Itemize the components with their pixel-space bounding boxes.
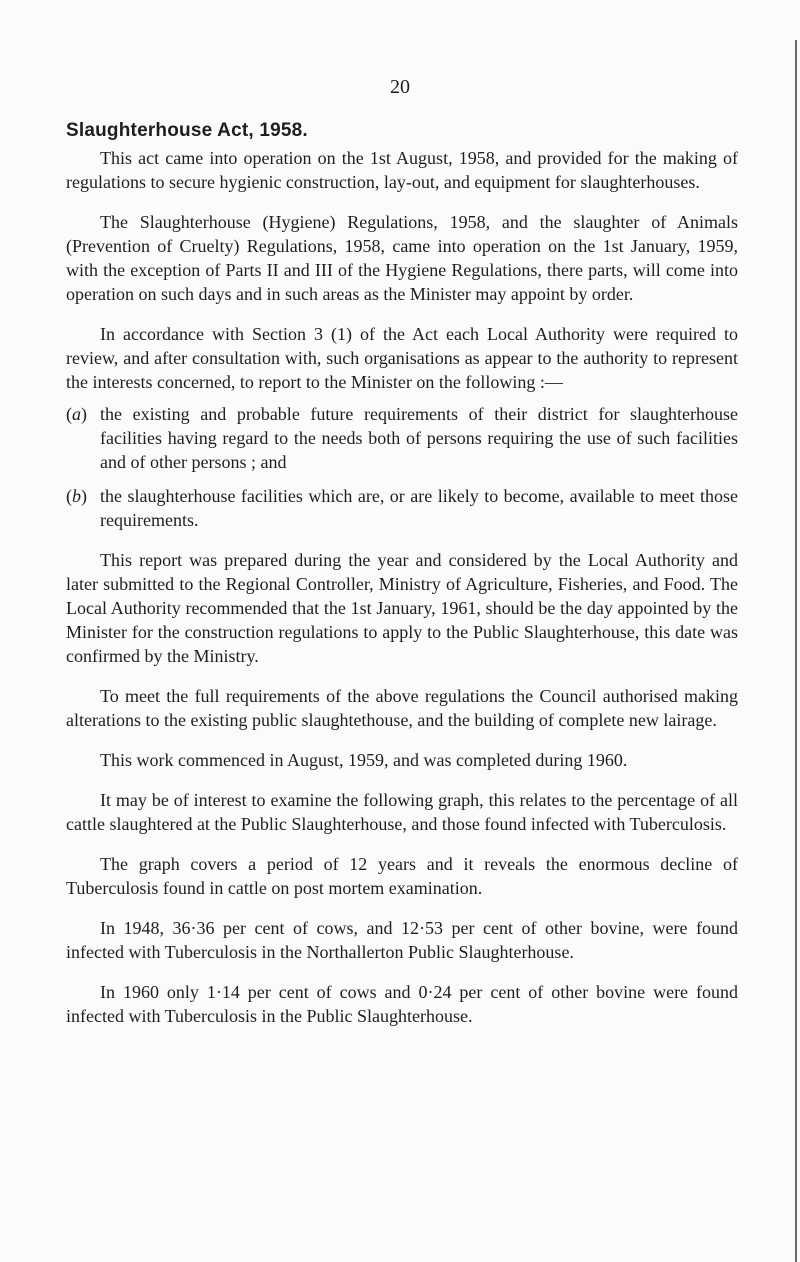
page-edge-divider: [795, 40, 797, 1262]
section-heading: Slaughterhouse Act, 1958.: [66, 120, 308, 141]
paragraph-section-3: In accordance with Section 3 (1) of the Act each Local Authority were required to review, and after consultation with, such organisations as appear to the authority to represent the interests concerned, to report to the Minister on the following :—: [66, 324, 738, 392]
paragraph-1960-figures: In 1960 only 1·14 per cent of cows and 0·24 per cent of other bovine were found infected with Tuberculosis in the Public Slaughterhouse.: [66, 982, 738, 1026]
list-text-b: the slaughterhouse facilities which are, or are likely to become, available to meet those requirements.: [100, 486, 738, 530]
paragraph-alterations: To meet the full requirements of the above regulations the Council authorised making alterations to the existing public slaughtethouse, and the building of complete new lairage.: [66, 686, 738, 730]
list-item-b: [66, 484, 738, 532]
paragraph-graph-period: The graph covers a period of 12 years and it reveals the enormous decline of Tuberculosis found in cattle on post mortem examination.: [66, 854, 738, 898]
list-marker-b: (b): [66, 486, 87, 506]
paragraph-act-operation: This act came into operation on the 1st August, 1958, and provided for the making of regulations to secure hygienic construction, lay-out, and equipment for slaughterhouses.: [66, 148, 738, 192]
list-item-a: [66, 402, 738, 474]
page-number: 20: [390, 76, 410, 98]
list-text-a: the existing and probable future requirements of their district for slaughterhouse facilities having regard to the needs both of persons requiring the use of such facilities and of other persons ; and: [100, 404, 738, 472]
list-marker-a: (a): [66, 404, 87, 424]
paragraph-1948-figures: In 1948, 36·36 per cent of cows, and 12·53 per cent of other bovine, were found infected with Tuberculosis in the Northallerton Public Slaughterhouse.: [66, 918, 738, 962]
paragraph-report: This report was prepared during the year and considered by the Local Authority and later submitted to the Regional Controller, Ministry of Agriculture, Fisheries, and Food. The Local Authority recommended that the 1st January, 1961, should be the day appointed by the Minister for the construction regulations to apply to the Public Slaughterhouse, this date was confirmed by the Ministry.: [66, 550, 738, 666]
paragraph-regulations: The Slaughterhouse (Hygiene) Regulations, 1958, and the slaughter of Animals (Prevention of Cruelty) Regulations, 1958, came into operation on the 1st January, 1959, with the exception of Parts II and III of the Hygiene Regulations, there parts, will come into operation on such days and in such areas as the Minister may appoint by order.: [66, 212, 738, 304]
paragraph-work-completed: This work commenced in August, 1959, and was completed during 1960.: [100, 750, 628, 770]
document-body: [66, 118, 738, 1044]
paragraph-graph-intro: It may be of interest to examine the following graph, this relates to the percentage of all cattle slaughtered at the Public Slaughterhouse, and those found infected with Tuberculosis.: [66, 790, 738, 834]
